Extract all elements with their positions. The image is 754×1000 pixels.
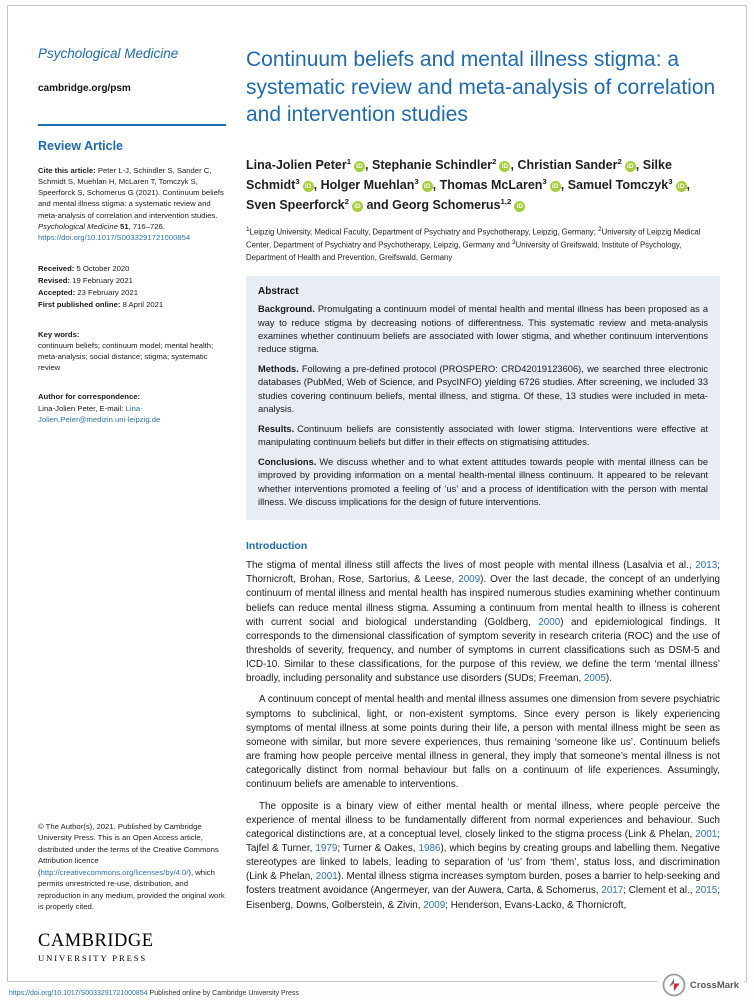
cambridge-university-press-logo [38, 931, 226, 963]
orcid-icon[interactable]: iD [354, 161, 365, 172]
article-title: Continuum beliefs and mental illness stigma: a systematic review and meta-analysis of correlation and intervention studies [246, 48, 716, 127]
crossmark-badge[interactable] [657, 971, 744, 999]
abstract-methods: Methods. Following a pre-defined protocol (PROSPERO: CRD42019123606), we searched three electronic databases (PubMed, Web of Science, and PsycINFO) yielding 6726 studies. After screening, we included 33 studies covering continuum beliefs, mental illness, and stigma. Of these, 13 studies were included in meta-analysis. [258, 364, 708, 414]
article-dates [38, 263, 226, 311]
inline-link[interactable]: https://doi.org/10.1017/S0033291721000854 [9, 990, 148, 997]
keywords-label: Key words: [38, 329, 80, 339]
author-name: Lina-Jolien Peter [246, 158, 347, 173]
orcid-icon[interactable]: iD [303, 181, 314, 192]
orcid-icon[interactable]: iD [499, 161, 510, 172]
affiliation-superscript: 3 [542, 177, 547, 186]
date-published: First published online: 8 April 2021 [38, 299, 164, 309]
superscript-marker: 3 [511, 239, 516, 247]
superscript-marker: 1 [246, 226, 250, 234]
author-name: Stephanie Schindler [372, 158, 493, 173]
keywords-block [38, 329, 226, 374]
superscript-marker: 2 [598, 226, 602, 234]
affiliation-superscript: 1,2 [500, 197, 512, 206]
inline-link[interactable]: 2009 [423, 899, 446, 911]
affiliation-superscript: 2 [492, 157, 497, 166]
author-list: Lina-Jolien Peter$^1$iD , Stephanie Schindler$^2$iD , Christian Sander$^2$iD , Silke Schmidt$^3$iD , Holger Muehlan$^3$iD , Thomas McLaren$^3$iD , Samuel Tomczyk$^3$iD , Sven Speerforck$^2$iD and Georg Schomerus$^{1,2}$iD [246, 157, 690, 213]
inline-link[interactable]: 2015 [695, 885, 718, 897]
author-name: Holger Muehlan [320, 178, 415, 193]
abstract-heading: Abstract [258, 286, 299, 298]
author-name: Samuel Tomczyk [567, 178, 669, 193]
correspondence-label: Author for correspondence: [38, 392, 141, 402]
inline-link[interactable]: 2005 [583, 673, 606, 685]
author-name: Thomas McLaren [439, 178, 543, 193]
correspondence-block [38, 391, 226, 424]
cite-this-article: Cite this article: Peter L-J, Schindler S, Sander C, Schmidt S, Muehlan H, McLaren T, Tomczyk S, Speerforck S, Schomerus G (2021). Continuum beliefs and mental illness stigma: a systematic review and meta-analysis of correlation and intervention studies. Psychological Medicine 51, 716–726. https://doi.org/10.1017/S0033291721000854 [38, 166, 224, 242]
journal-url[interactable]: cambridge.org/psm [38, 83, 131, 94]
affiliation-superscript: 3 [295, 177, 300, 186]
introduction-heading: Introduction [246, 540, 308, 553]
orcid-icon[interactable]: iD [422, 181, 433, 192]
intro-paragraph-3: The opposite is a binary view of either mental health or mental illness, where people perceive the experience of mental illness to be fundamentally different from normal experiences and behaviour. Such categorical distinctions are, at a conceptual level, closely linked to the stigma process (Link & Phelan, 2001; Tajfel & Turner, 1979; Turner & Oakes, 1986), which begins by creating groups and labelling them. Negative stereotypes are linked to labels, leading to separation of ‘us’ from ‘them’, status loss, and discrimination (Link & Phelan, 2001). Mental illness stigma increases symptom burden, poses a barrier to help-seeking and fosters treatment avoidance (Angermeyer, van der Auwera, Carta, & Schomerus, 2017; Clement et al., 2015; Eisenberg, Downs, Golberstein, & Zivin, 2009; Henderson, Evans-Lacko, & Thornicroft, [246, 800, 720, 911]
keywords-text: continuum beliefs; continuum model; mental health; meta-analysis; social distance; stigma; systematic review [38, 341, 214, 373]
inline-link[interactable]: 1986 [418, 843, 441, 854]
journal-name: Psychological Medicine [38, 46, 179, 61]
author-name: Silke Schmidt [246, 158, 672, 193]
orcid-icon[interactable]: iD [625, 161, 636, 172]
abstract-results: Results. Continuum beliefs are consistently associated with lower stigma. Interventions were effective at manipulating continuum beliefs but differ in their effects on stigmatising attitudes. [258, 423, 708, 448]
inline-link[interactable]: 2009 [458, 574, 481, 586]
inline-link[interactable]: 2013 [695, 560, 718, 572]
inline-link[interactable]: 2000 [538, 616, 561, 628]
logo-line-1: CAMBRIDGE [38, 931, 154, 951]
page-footer: https://doi.org/10.1017/S0033291721000854 Published online by Cambridge University Press [9, 990, 299, 997]
abstract-conclusions: Conclusions. We discuss whether and to what extent attitudes towards people with mental illness can be improved by providing information on a mental health-mental illness continuum. It appeared to be relevant whether interventions promoted a feeling of ‘us’ and a process of identification with the person with mental illness. We discuss implications for the design of future interventions. [258, 457, 708, 507]
sidebar [38, 46, 226, 963]
inline-link[interactable]: http://creativecommons.org/licenses/by/4.0/ [40, 867, 189, 877]
inline-link[interactable]: 2001 [695, 828, 718, 840]
article-type-heading: Review Article [38, 139, 123, 153]
date-accepted: Accepted: 23 February 2021 [38, 287, 138, 297]
date-revised: Revised: 19 February 2021 [38, 276, 133, 286]
orcid-icon[interactable]: iD [514, 201, 525, 212]
affiliations: $^1$Leipzig University, Medical Faculty, Department of Psychiatry and Psychotherapy, Leipzig, Germany; $^2$University of Leipzig Medical Center, Department of Psychiatry and Psychotherapy, Leipzig, Germany and $^3$University of Greifswald, Institute of Psychology, Department of Health and Prevention, Greifswald, Germany [246, 226, 701, 262]
inline-link[interactable]: 2001 [315, 871, 338, 883]
intro-paragraph-1: The stigma of mental illness still affects the lives of most people with mental illness (Lasalvia et al., 2013; Thornicroft, Brohan, Rose, Sartorius, & Leese, 2009). Over the last decade, the concept of an underlying continuum of mental illness and mental health has inspired numerous studies examining whether continuum beliefs can reduce mental illness stigma. Assuming a continuum from mental health to illness is coherent with current social and biological understanding (Goldberg, 2000) and epidemiological findings. It corresponds to the dimensional classification of symptom severity in research criteria (ROC) and the use of thresholds of severity, frequency, and number of symptoms in current classifications such as DSM-5 and ICD-10. Similar to these classifications, for the purpose of this review, we define the term ‘mental illness’ broadly, including personality and substance use disorders (SUDs; Freeman, 2005). [246, 560, 720, 685]
abstract-background: Background. Promulgating a continuum model of mental health and mental illness has been proposed as a way to reduce stigma by decreasing notions of differentness. This systematic review and meta-analysis examines whether continuum beliefs are associated with lower stigma, and whether continuum interventions reduce stigma. [258, 304, 708, 354]
inline-link[interactable]: 1979 [315, 843, 338, 854]
author-name: Christian Sander [517, 158, 618, 173]
divider-rule [38, 124, 226, 126]
affiliation-superscript: 2 [617, 157, 622, 166]
inline-link[interactable]: 2017 [601, 885, 624, 897]
logo-line-2: UNIVERSITY PRESS [38, 953, 148, 963]
sidebar-bottom [38, 821, 226, 963]
orcid-icon[interactable]: iD [550, 181, 561, 192]
orcid-icon[interactable]: iD [352, 201, 363, 212]
inline-link[interactable]: https://doi.org/10.1017/S0033291721000854 [38, 232, 191, 242]
article-main [246, 46, 720, 963]
crossmark-icon [662, 973, 686, 997]
date-received: Received: 5 October 2020 [38, 264, 130, 274]
affiliation-superscript: 3 [668, 177, 673, 186]
affiliation-superscript: 1 [346, 157, 352, 166]
page-content [8, 6, 746, 981]
affiliation-superscript: 3 [414, 177, 419, 186]
abstract-box [246, 276, 720, 520]
orcid-icon[interactable]: iD [676, 181, 687, 192]
affiliation-superscript: 2 [344, 197, 349, 206]
copyright-notice: © The Author(s), 2021. Published by Cambridge University Press. This is an Open Access article, distributed under the terms of the Creative Commons Attribution licence (http://creativecommons.org/licenses/by/4.0/), which permits unrestricted re-use, distribution, and reproduction in any medium, provided the original work is properly cited. [38, 821, 225, 912]
intro-paragraph-2: A continuum concept of mental health and mental illness assumes one dimension from severe psychiatric symptoms to subclinical, light, or non-existent symptoms. Since every person is likely experiencing symptoms of mental illness at some points during their life, a person with mental illness might be seen as someone with similar, but more severe experiences, thus remaining ‘someone like us’. Continuum beliefs are framing how people perceive mental illness in general, they imply that someone’s mental illness is not categorically distinct from normal behaviour but falls on a continuum of life experiences. Assumingly, continuum beliefs are amenable to interventions. [246, 694, 720, 791]
author-name: Georg Schomerus [392, 198, 501, 213]
crossmark-label: CrossMark [689, 979, 739, 991]
inline-link[interactable]: Lina-Jolien.Peter@medizin.uni-leipzig.de [38, 403, 161, 424]
correspondence-text: Lina-Jolien Peter, E-mail: Lina-Jolien.Peter@medizin.uni-leipzig.de [38, 403, 161, 424]
author-name: Sven Speerforck [246, 198, 345, 213]
journal-page [7, 5, 747, 982]
